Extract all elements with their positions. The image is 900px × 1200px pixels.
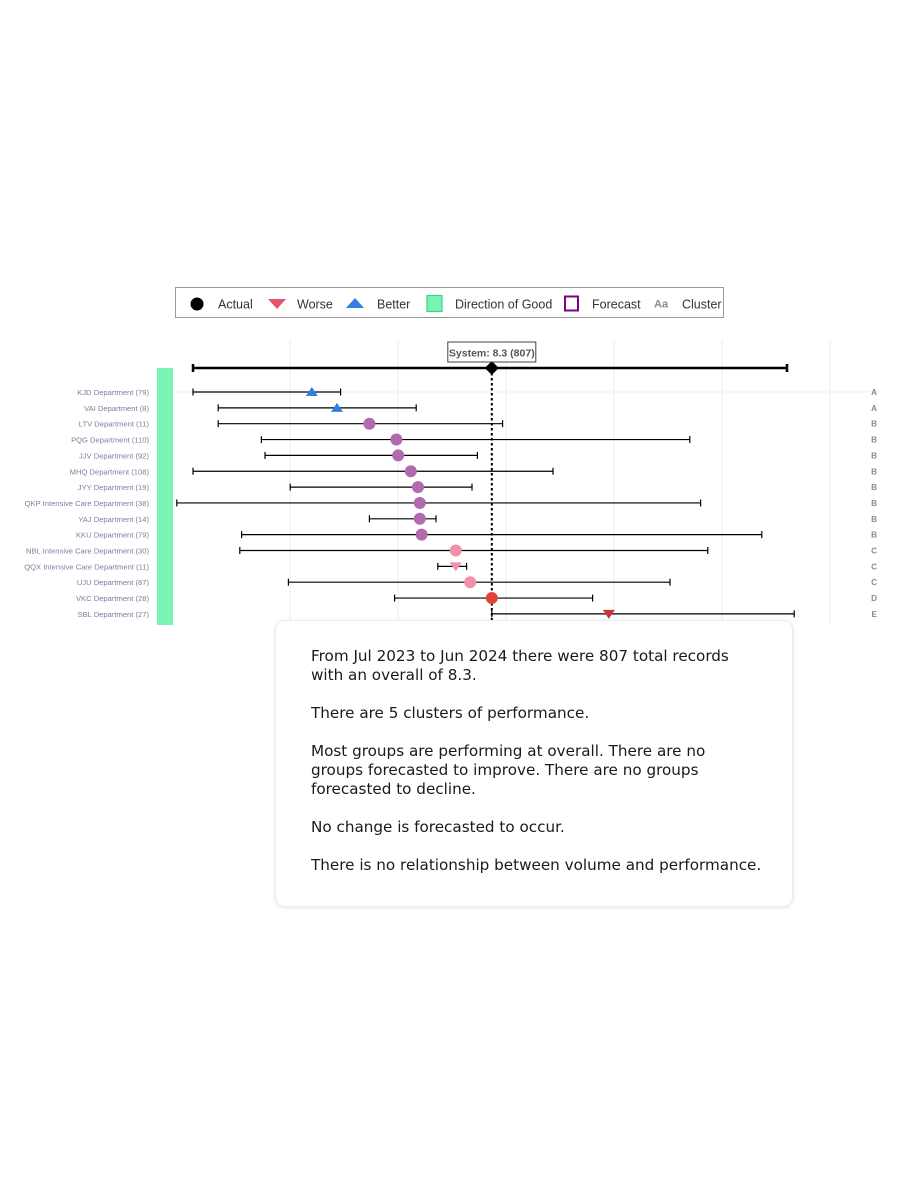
chart-legend — [175, 287, 724, 318]
row-label: JJV Department (92) — [78, 451, 149, 461]
row-label: MHQ Department (108) — [69, 467, 149, 477]
row-label: KKU Department (79) — [75, 530, 149, 540]
row-label: KJD Department (79) — [77, 388, 149, 397]
legend-svg — [176, 288, 725, 319]
row-marker-circle — [414, 497, 426, 509]
legend-label-direction-of-good: Direction of Good — [455, 297, 553, 312]
summary-paragraph: From Jul 2023 to Jun 2024 there were 807 total records with an overall of 8.3. — [311, 647, 729, 684]
row-cluster-label: B — [871, 451, 877, 461]
row-label: QKP Intensive Care Department (38) — [24, 498, 149, 508]
row-cluster-label: C — [871, 562, 877, 572]
legend-label-better: Better — [377, 297, 411, 312]
summary-paragraph: There is no relationship between volume and performance. — [311, 856, 762, 874]
summary-paragraph: There are 5 clusters of performance. — [311, 704, 590, 722]
row-marker-circle — [392, 449, 404, 461]
row-cluster-label: B — [871, 498, 877, 508]
row-marker-circle — [390, 434, 402, 446]
row-marker-circle — [486, 592, 498, 604]
legend-label-cluster: Cluster — [682, 297, 722, 312]
row-marker-circle — [416, 529, 428, 541]
green-square-icon — [427, 296, 442, 312]
row-label: JYY Department (19) — [77, 483, 149, 493]
row-label: LTV Department (11) — [78, 419, 149, 429]
row-cluster-label: C — [871, 578, 877, 588]
row-cluster-label: D — [871, 594, 877, 604]
legend-label-forecast: Forecast — [592, 297, 641, 312]
row-label: PQG Department (110) — [71, 435, 149, 445]
row-label: YAJ Department (14) — [78, 514, 149, 524]
row-marker-circle — [464, 576, 476, 588]
system-marker — [485, 361, 499, 375]
row-marker-circle — [405, 465, 417, 477]
row-label: NBL Intensive Care Department (30) — [26, 546, 149, 556]
row-label: VKC Department (28) — [75, 594, 149, 604]
row-cluster-label: A — [871, 388, 877, 397]
direction-of-good-bar — [157, 368, 173, 625]
row-cluster-label: E — [871, 609, 877, 619]
row-cluster-label: B — [871, 419, 877, 429]
summary-paragraph: Most groups are performing at overall. There are no groups forecasted to improve. There are no groups forecasted to decline. — [311, 742, 706, 798]
summary-card — [275, 620, 793, 907]
legend-label-actual: Actual — [218, 297, 253, 312]
row-cluster-label: B — [871, 483, 877, 493]
aa-text-icon: Aa — [654, 298, 669, 311]
red-down-triangle-icon — [268, 299, 286, 309]
row-cluster-label: A — [871, 403, 877, 413]
blue-up-triangle-icon — [346, 298, 364, 308]
system-label: System: 8.3 (807) — [448, 347, 535, 360]
row-marker-circle — [363, 418, 375, 430]
row-cluster-label: B — [871, 514, 877, 524]
row-cluster-label: B — [871, 467, 877, 477]
row-cluster-label: B — [871, 435, 877, 445]
row-label: SBL Department (27) — [77, 609, 149, 619]
row-label: UJU Department (87) — [76, 578, 149, 588]
row-marker-circle — [412, 481, 424, 493]
black-circle-icon — [191, 298, 204, 311]
row-cluster-label: B — [871, 530, 877, 540]
row-label: QQX Intensive Care Department (11) — [24, 562, 149, 572]
purple-square-outline-icon — [565, 297, 578, 311]
chart-plot — [0, 335, 900, 625]
row-marker-circle — [414, 513, 426, 525]
rows-layer — [24, 387, 877, 619]
row-label: VAI Department (8) — [84, 403, 149, 413]
legend-label-worse: Worse — [297, 297, 333, 312]
summary-paragraph: No change is forecasted to occur. — [311, 818, 565, 836]
row-marker-circle — [450, 545, 462, 557]
row-cluster-label: C — [871, 546, 877, 556]
